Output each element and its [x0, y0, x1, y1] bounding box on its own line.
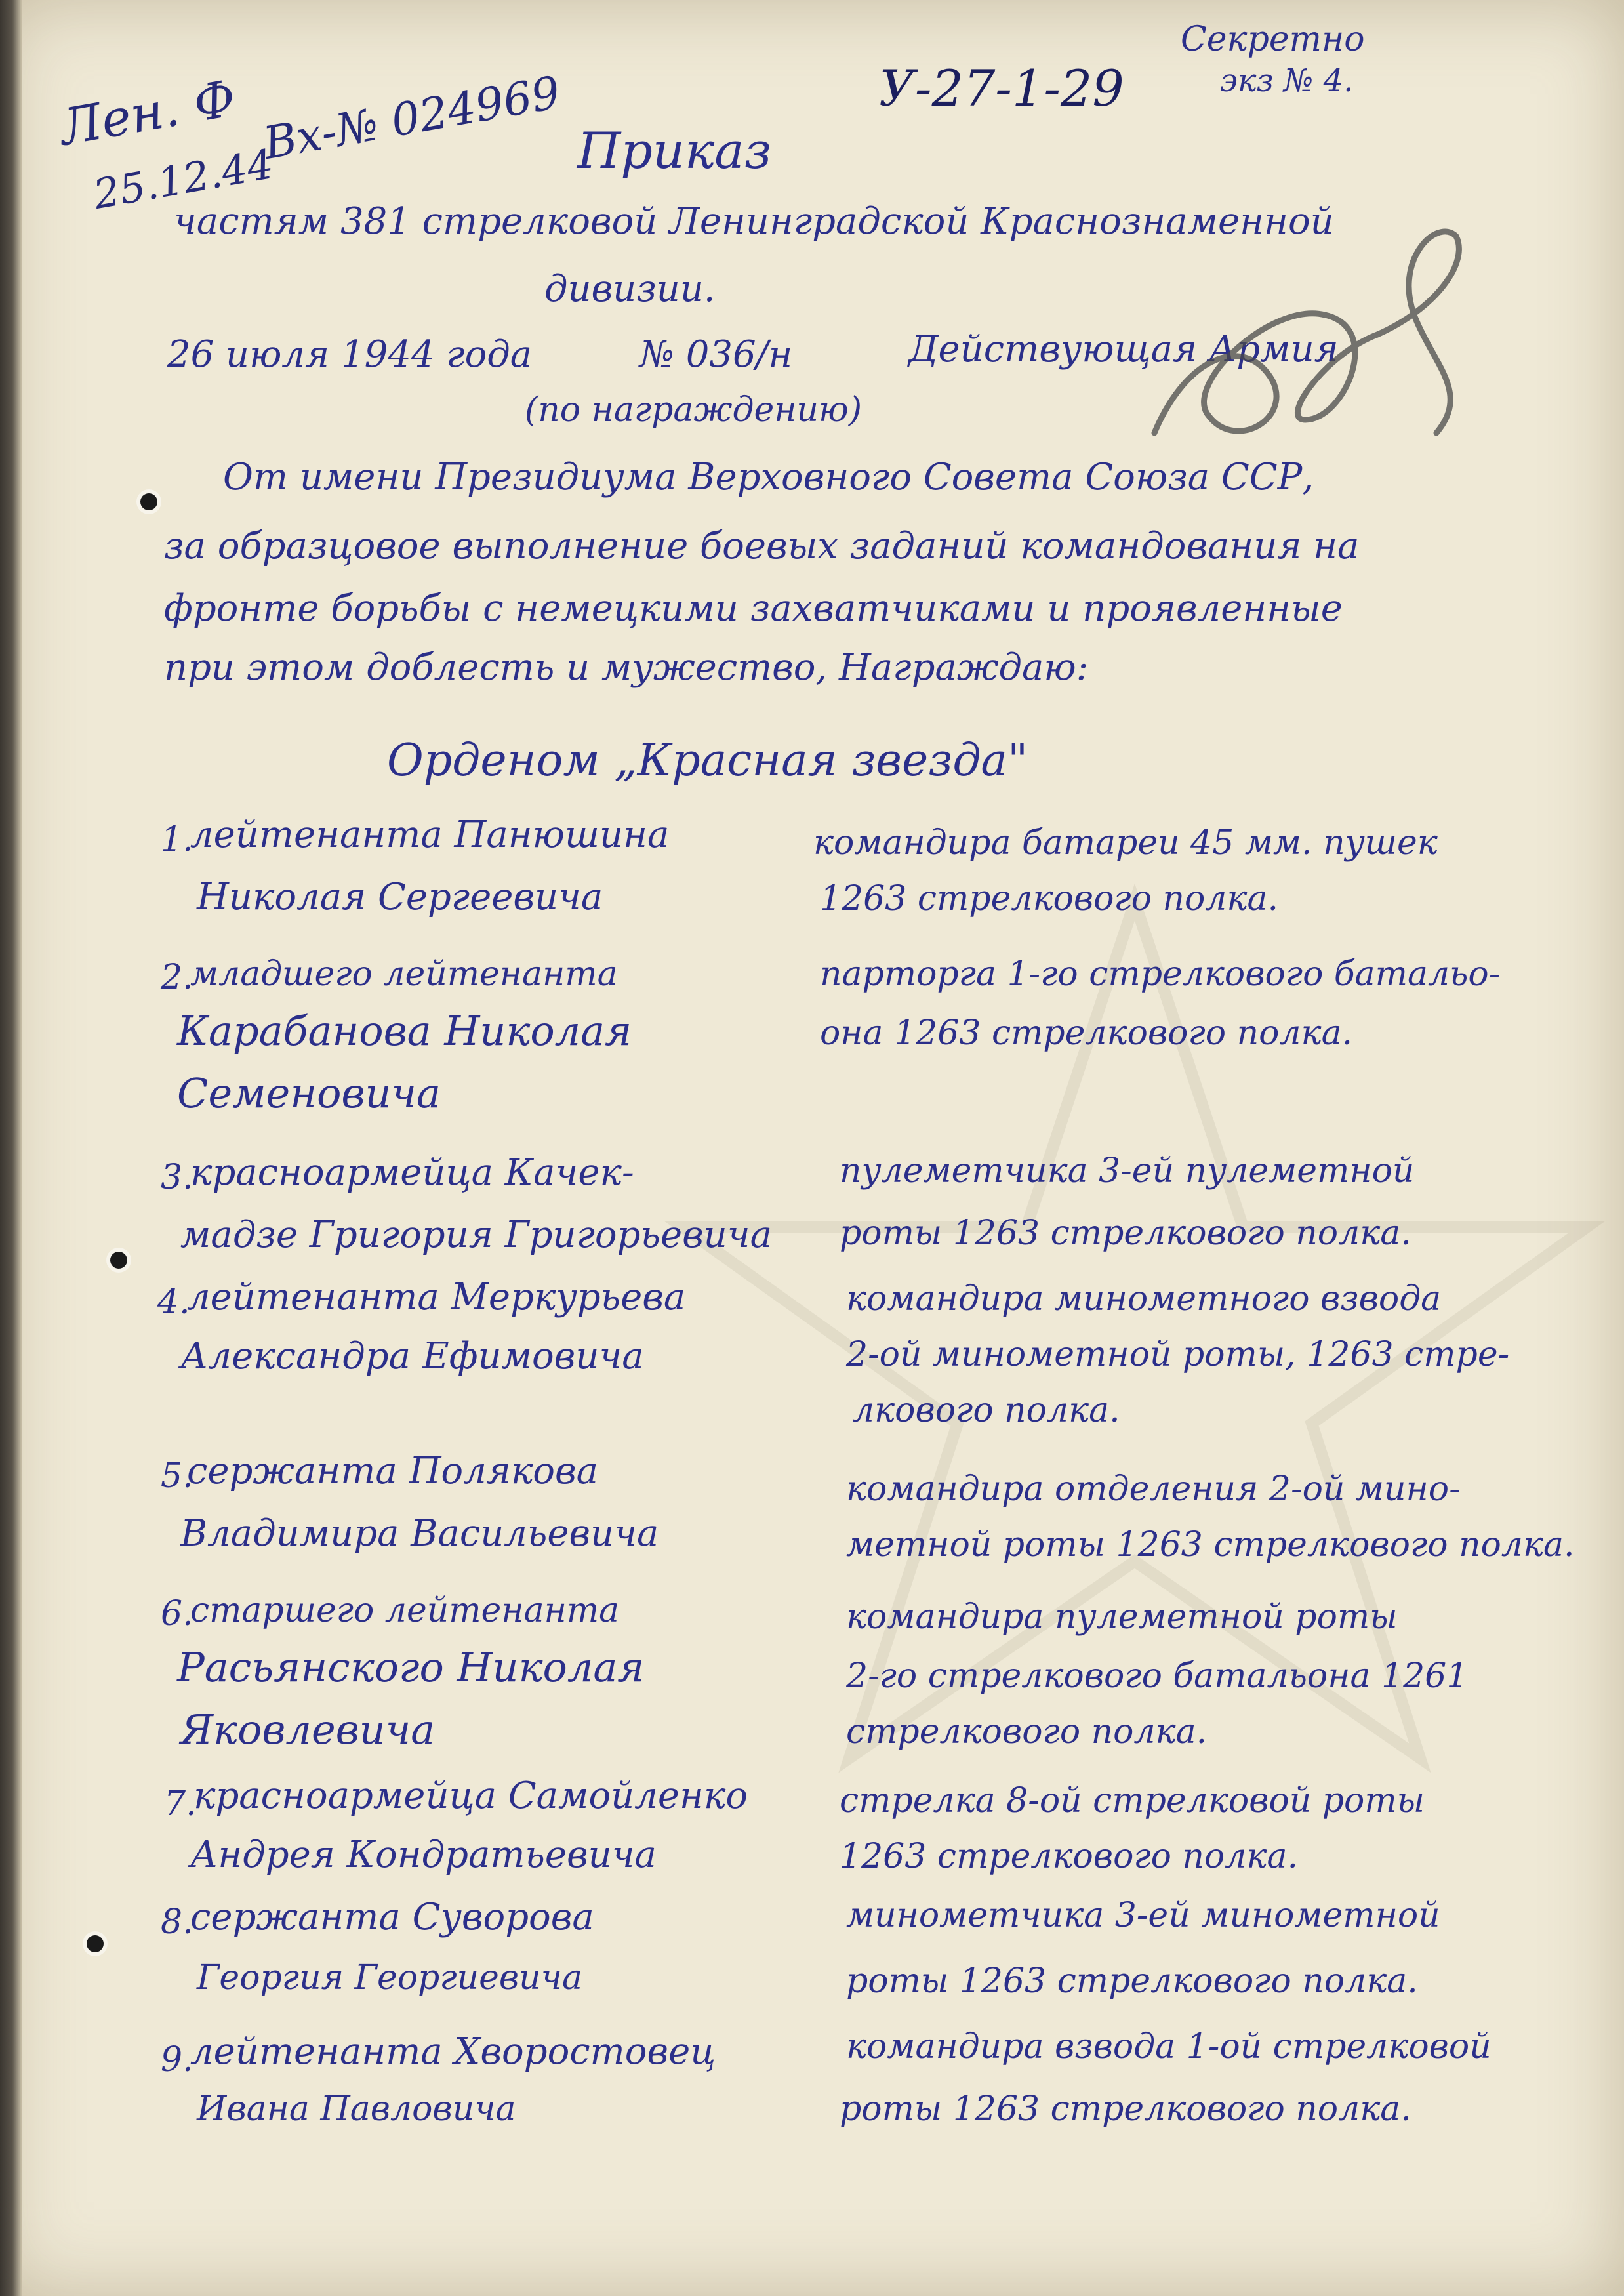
awardee-name: Расьянского Николая — [177, 1643, 645, 1691]
awardee-number: 2. — [161, 958, 193, 997]
archive-code: У-27-1-29 — [879, 59, 1124, 117]
awardee-name: лейтенанта Хворостовец — [190, 2030, 716, 2073]
awardee-number: 5. — [161, 1456, 193, 1496]
awardee-role: минометчика 3-ей минометной — [846, 1896, 1440, 1935]
awardee-name: Владимира Васильевича — [180, 1512, 659, 1555]
order-note: (по награждению) — [525, 390, 863, 430]
punch-hole — [110, 1252, 127, 1269]
awardee-role: роты 1263 стрелкового полка. — [840, 2089, 1411, 2129]
awardee-role: роты 1263 стрелкового полка. — [846, 1961, 1418, 2001]
stamp-line2: 25.12.44 — [90, 140, 277, 218]
awardee-number: 4. — [157, 1282, 190, 1322]
stamp-line1: Лен. Ф — [55, 68, 240, 157]
awardee-name: Николая Сергеевича — [197, 876, 603, 918]
awardee-role: командира минометного взвода — [846, 1279, 1442, 1319]
awardee-number: 8. — [161, 1902, 193, 1942]
secrecy-label: Секретно — [1181, 20, 1365, 59]
awardee-name: младшего лейтенанта — [190, 954, 618, 994]
page-title: Приказ — [577, 121, 772, 180]
awardee-name: Карабанова Николая — [177, 1007, 632, 1055]
secrecy-copy: экз № 4. — [1220, 62, 1354, 99]
awardee-name: красноармейца Качек- — [190, 1151, 634, 1194]
preamble-line-4: при этом доблесть и мужество, Награждаю: — [164, 646, 1089, 689]
order-number: № 036/н — [639, 333, 793, 376]
awardee-role: стрелкового полка. — [846, 1712, 1208, 1752]
awardee-name: Семеновича — [177, 1069, 441, 1117]
punch-hole — [140, 493, 157, 510]
awardee-role: командира пулеметной роты — [846, 1597, 1398, 1637]
subtitle-line2: дивизии. — [544, 268, 716, 310]
awardee-role: 1263 стрелкового полка. — [840, 1837, 1299, 1876]
awardee-name: старшего лейтенанта — [190, 1591, 620, 1630]
awardee-role: командира взвода 1-ой стрелковой — [846, 2027, 1492, 2066]
awardee-role: лкового полка. — [853, 1391, 1120, 1430]
awardee-role: парторга 1-го стрелкового батальо- — [820, 954, 1501, 994]
awardee-name: Александра Ефимовича — [180, 1335, 644, 1378]
awardee-role: 1263 стрелкового полка. — [820, 879, 1279, 918]
awardee-name: лейтенанта Панюшина — [190, 813, 670, 856]
preamble-line-3: фронте борьбы с немецкими захватчиками и проявленные — [164, 587, 1343, 630]
pencil-scribble — [1128, 223, 1495, 466]
awardee-role: командира отделения 2-ой мино- — [846, 1469, 1461, 1509]
awardee-number: 6. — [161, 1594, 193, 1633]
subtitle-line1: частям 381 стрелковой Ленинградской Краснознаменной — [174, 200, 1334, 243]
order-place: Действующая Армия — [908, 328, 1339, 371]
preamble-line-2: за образцовое выполнение боевых заданий командования на — [164, 525, 1360, 567]
awardee-number: 1. — [161, 820, 193, 859]
awardee-number: 9. — [161, 2040, 193, 2080]
awardee-number: 7. — [164, 1784, 197, 1824]
awardee-name: Андрея Кондратьевича — [190, 1834, 657, 1876]
awardee-name: Георгия Георгиевича — [197, 1958, 582, 1998]
punch-hole — [87, 1935, 104, 1952]
awardee-name: лейтенанта Меркурьева — [187, 1276, 686, 1319]
binding-edge — [0, 0, 22, 2296]
awardee-role: стрелка 8-ой стрелковой роты — [840, 1781, 1425, 1820]
awardee-role: роты 1263 стрелкового полка. — [840, 1214, 1411, 1253]
awardee-name: Ивана Павловича — [197, 2089, 516, 2129]
awardee-role: пулеметчика 3-ей пулеметной — [840, 1151, 1415, 1191]
stamp-inventory: Вх-№ 024969 — [260, 66, 564, 170]
order-heading: Орденом „Красная звезда" — [387, 735, 1028, 787]
awardee-name: Яковлевича — [180, 1706, 436, 1753]
awardee-role: метной роты 1263 стрелкового полка. — [846, 1525, 1575, 1565]
awardee-role: 2-го стрелкового батальона 1261 — [846, 1656, 1469, 1696]
order-date: 26 июля 1944 года — [167, 333, 533, 376]
awardee-role: командира батареи 45 мм. пушек — [813, 823, 1438, 863]
awardee-name: мадзе Григория Григорьевича — [180, 1214, 772, 1256]
preamble-line-1: От имени Президиума Верховного Совета Союза ССР, — [223, 456, 1314, 499]
awardee-name: красноармейца Самойленко — [193, 1774, 748, 1817]
awardee-name: сержанта Полякова — [187, 1450, 598, 1492]
awardee-number: 3. — [161, 1158, 193, 1197]
awardee-name: сержанта Суворова — [190, 1896, 594, 1938]
awardee-role: 2-ой минометной роты, 1263 стре- — [846, 1335, 1510, 1374]
awardee-role: она 1263 стрелкового полка. — [820, 1014, 1353, 1053]
